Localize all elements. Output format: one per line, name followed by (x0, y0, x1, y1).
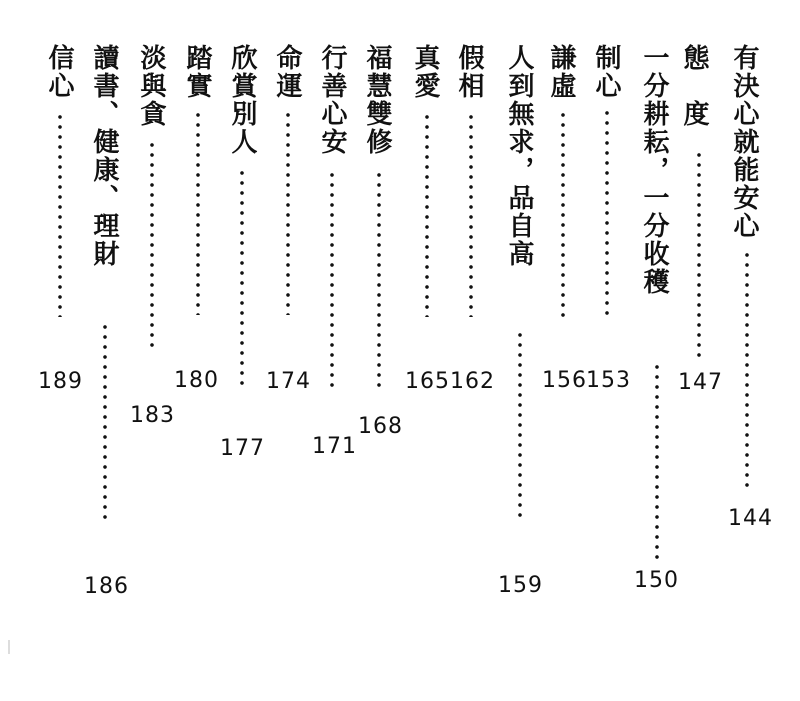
leader-dots (58, 112, 62, 317)
toc-entry-title: 制心 (591, 44, 621, 100)
toc-entry-page: 174 (266, 369, 311, 394)
toc-entry-page: 183 (130, 403, 175, 428)
leader-dots (561, 110, 565, 322)
leader-dots (655, 362, 659, 562)
leader-dots (286, 110, 290, 315)
toc-entry-page: 177 (220, 436, 265, 461)
toc-entry-title: 踏實 (182, 44, 212, 100)
toc-entry-title: 假相 (454, 44, 484, 100)
leader-dots (330, 170, 334, 390)
toc-entry-title: 福慧雙修 (362, 44, 392, 156)
leader-dots (697, 150, 701, 362)
leader-dots (103, 322, 107, 520)
leader-dots (150, 140, 154, 350)
toc-entry-title: 淡與貪 (136, 44, 166, 128)
toc-entry-page: 171 (312, 434, 357, 459)
scan-mark (8, 640, 10, 654)
leader-dots (745, 250, 749, 490)
toc-entry-title: 命運 (272, 44, 302, 100)
toc-entry-title: 信心 (44, 44, 74, 100)
leader-dots (518, 330, 522, 520)
toc-entry-title: 態 度 (679, 44, 709, 128)
toc-entry-page: 144 (728, 506, 773, 531)
toc-entry-page: 159 (498, 573, 543, 598)
leader-dots (605, 108, 609, 320)
leader-dots (377, 170, 381, 392)
toc-entry-title: 人到無求，品自高 (504, 44, 534, 268)
toc-entry-title: 一分耕耘，一分收穫 (639, 44, 669, 296)
leader-dots (196, 110, 200, 315)
toc-entry-page: 168 (358, 414, 403, 439)
leader-dots (469, 112, 473, 317)
toc-entry-title: 讀書、健康、理財 (89, 44, 119, 268)
toc-entry-page: 150 (634, 568, 679, 593)
toc-entry-title: 謙虛 (546, 44, 576, 100)
toc-entry-page: 165 (405, 369, 450, 394)
leader-dots (425, 112, 429, 317)
toc-entry-title: 行善心安 (317, 44, 347, 156)
toc-entry-page: 162 (450, 369, 495, 394)
toc-entry-title: 欣賞別人 (227, 44, 257, 156)
toc-entry-page: 189 (38, 369, 83, 394)
toc-entry-page: 147 (678, 370, 723, 395)
toc-entry-title: 真愛 (410, 44, 440, 100)
toc-entry-page: 153 (586, 368, 631, 393)
leader-dots (240, 168, 244, 386)
toc-entry-page: 180 (174, 368, 219, 393)
toc-entry-page: 186 (84, 574, 129, 599)
toc-entry-title: 有決心就能安心 (729, 44, 759, 240)
toc-entry-page: 156 (542, 368, 587, 393)
